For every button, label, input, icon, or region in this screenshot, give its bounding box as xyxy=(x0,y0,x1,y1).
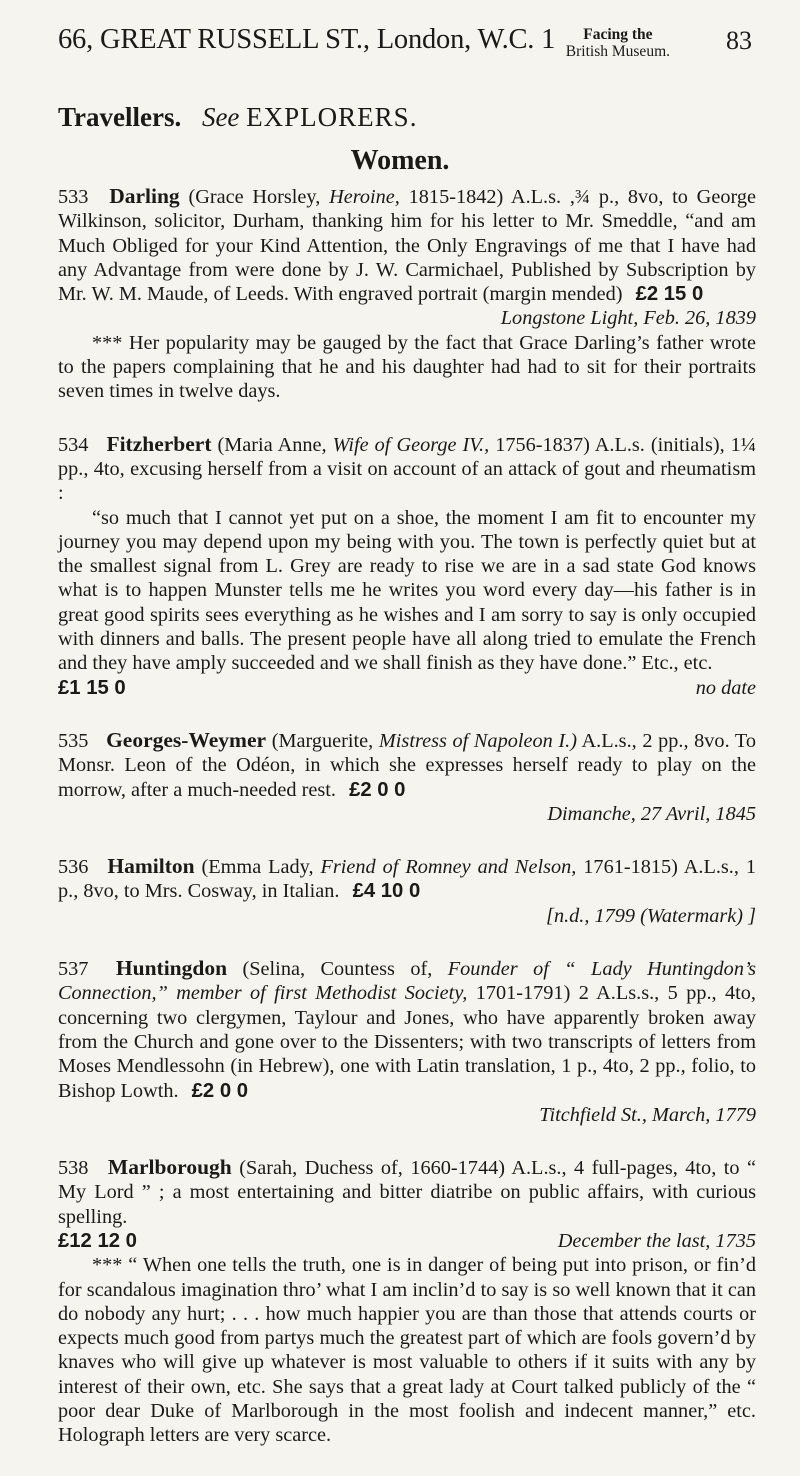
entry-text: A.L.s. (initials), 1¼ pp., 4to, excusing herself from a visit on account of an attack of gout and rheumatism : xyxy=(58,433,757,505)
entry-price: £2 15 0 xyxy=(635,283,704,306)
entry-place: [n.d., 1799 (Watermark) ] xyxy=(546,904,756,927)
entry-quote: “so much that I cannot yet put on a shoe, the moment I am fit to encounter my journey you may depend upon my being with you. The town is perfectly quiet but at the smallest signal from L. Grey are ready to rise we are in a sad state God knows what is to happen Munster tells me he writes you word every day—his father is in great good spirits sees everything as he wishes and I am sorry to say is only occupied with dinners and balls. The present people have all along tried to emulate the French and they have amply succeeded and we shall finish as they have done.” Etc., etc. xyxy=(58,506,756,675)
subheading: Women. xyxy=(350,145,450,176)
entry-paren: (Maria Anne, xyxy=(217,433,327,456)
entry-paren: (Sarah, Duchess of, 1660-1744) xyxy=(239,1157,505,1180)
entry-number: 537 xyxy=(58,958,89,981)
section-reference: EXPLORERS. xyxy=(246,102,418,132)
entry-place: Dimanche, 27 Avril, 1845 xyxy=(547,802,756,825)
entry-text: A.L.s., 2 pp., 8vo. To Monsr. Leon of the Odéon, in which she expresses herself ready to play on the morrow, after a much-needed rest. xyxy=(58,729,757,801)
entry-place: no date xyxy=(695,676,756,699)
section-see: See xyxy=(201,102,240,132)
entry-text: A.L.s., 4 full-pages, 4to, to “ My Lord ” ; a most entertaining and bitter diatribe on public affairs, with curious spelling. xyxy=(58,1157,756,1228)
entry-paren-end: 1756-1837) xyxy=(495,433,590,456)
facing-line-2: British Museum. xyxy=(565,43,670,60)
entry-price: £1 15 0 xyxy=(58,676,126,699)
entry-name: Marlborough xyxy=(107,1155,232,1180)
entry-price: £2 0 0 xyxy=(191,1079,249,1102)
entry-number: 535 xyxy=(58,729,89,752)
entry-name: Darling xyxy=(109,184,180,208)
entry-text: A.L.s. ,¾ p., 8vo, to George Wilkinson, solicitor, Durham, thanking him for his letter to Mr. Smeddle, “and am Much Obliged for your Kind Attention, the Only Engravings of me that I have had any Advantage from were done by J. W. Carmichael, Published by Subscription by Mr. W. M. Maude, of Leeds. With engraved portrait (margin mended) xyxy=(58,186,756,306)
entry-number: 536 xyxy=(58,856,89,879)
entry-place: Titchfield St., March, 1779 xyxy=(539,1103,756,1126)
entry-534 xyxy=(58,432,756,700)
entry-number: 538 xyxy=(58,1157,89,1180)
entry-paren-end: 1761-1815) xyxy=(583,856,678,879)
entry-price-row xyxy=(58,1229,756,1253)
entry-role: Mistress of Napoleon I.) xyxy=(378,729,577,752)
running-head-facing xyxy=(566,26,670,60)
entry-place: Longstone Light, Feb. 26, 1839 xyxy=(500,307,756,330)
entry-role: Wife of George IV., xyxy=(332,433,490,456)
entry-role: Founder of “ Lady Huntingdon’s Connection,” member of first Methodist Society, xyxy=(58,958,756,1005)
running-head-address: 66, GREAT RUSSELL ST., London, W.C. 1 xyxy=(58,24,556,55)
entry-number: 533 xyxy=(58,186,89,208)
entries-list xyxy=(58,184,756,1476)
section-category: Travellers. xyxy=(58,102,182,132)
running-head xyxy=(58,24,752,76)
entry-text: A.L.s., 1 p., 8vo, to Mrs. Cosway, in Italian. xyxy=(58,856,757,903)
entry-note: *** Her popularity may be gauged by the fact that Grace Darling’s father wrote to the papers complaining that he and his daughter had had to sit for their portraits seven times in twelve days. xyxy=(58,331,756,403)
entry-price-row xyxy=(58,676,756,700)
section-heading xyxy=(58,102,417,133)
page-number: 83 xyxy=(726,26,752,55)
entry-538 xyxy=(58,1155,756,1448)
entry-paren-end: 1701-1791) xyxy=(475,982,571,1005)
entry-535 xyxy=(58,728,756,826)
entry-paren: (Emma Lady, xyxy=(201,856,314,879)
entry-place: December the last, 1735 xyxy=(557,1229,756,1252)
entry-price: £12 12 0 xyxy=(58,1229,137,1252)
facing-line-1: Facing the xyxy=(583,26,653,43)
entry-paren: (Selina, Countess of, xyxy=(242,958,433,981)
entry-role: Heroine, xyxy=(329,186,400,208)
entry-price: £2 0 0 xyxy=(349,778,406,801)
entry-537 xyxy=(58,956,756,1127)
entry-number: 534 xyxy=(58,433,89,456)
entry-paren: (Marguerite, xyxy=(271,729,374,752)
entry-note: *** “ When one tells the truth, one is in danger of being put into prison, or fin’d for scandalous imagination thro’ what I am inclin’d to say is so well known that it can do nobody any hurt; . . . how much happier you are than those that attends courts or expects much good from partys much the greatest part of which are fools govern’d by knaves who will give up whatever is most valuable to others if it suits with any by interest of their own, etc. She says that a great lady at Court talked publicly of the “ poor dear Duke of Marlborough in the most foolish and indecent manner,” etc. Holograph letters are very scarce. xyxy=(58,1254,756,1447)
entry-name: Hamilton xyxy=(107,854,195,879)
entry-text: 2 A.Ls.s., 5 pp., 4to, concerning two clergymen, Taylour and Jones, who have apparently broken away from the Church and gone over to the Dissenters; with two transcripts of letters from Moses Mendlessohn (in Hebrew), one with Latin translation, 1 p., 4to, 2 pp., folio, to Bishop Lowth. xyxy=(58,982,757,1102)
entry-paren: (Grace Horsley, xyxy=(188,186,321,208)
entry-533 xyxy=(58,184,756,404)
entry-name: Georges-Weymer xyxy=(106,727,267,752)
entry-name: Fitzherbert xyxy=(106,431,212,456)
entry-paren-end: 1815-1842) xyxy=(408,186,504,208)
entry-name: Huntingdon xyxy=(115,956,228,981)
entry-role: Friend of Romney and Nelson, xyxy=(320,856,577,879)
entry-536 xyxy=(58,854,756,928)
entry-price: £4 10 0 xyxy=(352,880,421,903)
